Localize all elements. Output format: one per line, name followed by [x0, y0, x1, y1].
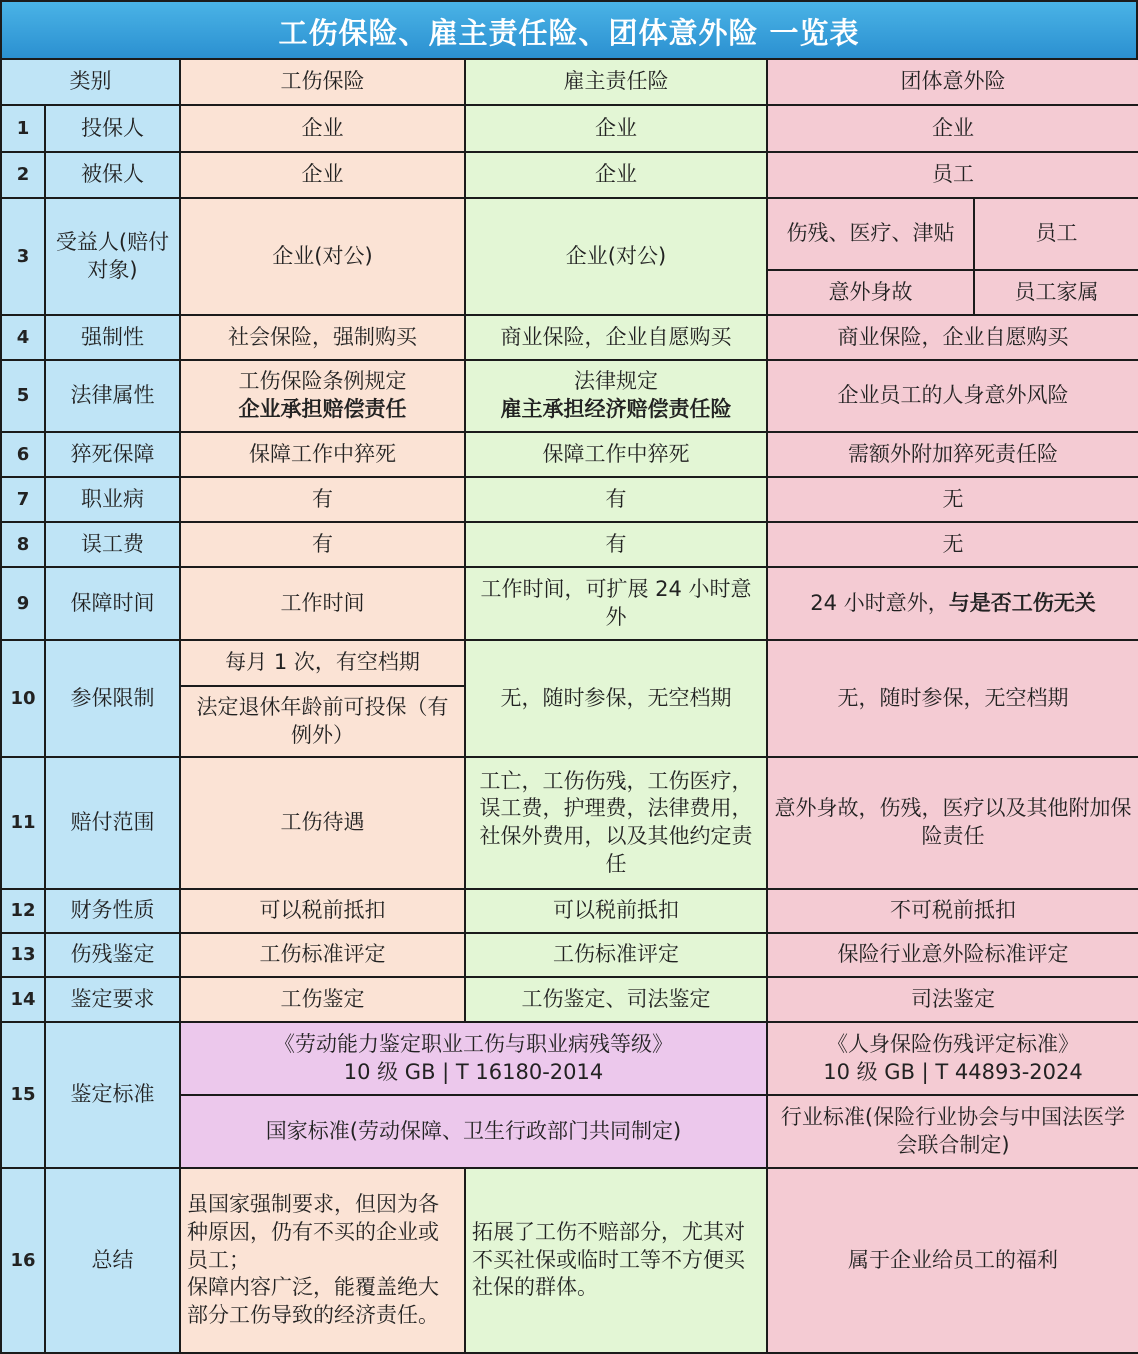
- table-row: [1, 522, 1138, 567]
- cell-employer-liability: 商业保险，企业自愿购买: [465, 315, 767, 360]
- cell-line: 10 级 GB | T 44893-2024: [823, 1059, 1083, 1084]
- row-label: 财务性质: [45, 889, 180, 933]
- table-row: [1, 757, 1138, 889]
- cell-group-accident: 企业员工的人身意外风险: [767, 360, 1138, 432]
- cell-work-injury: 工作时间: [180, 567, 465, 640]
- row-number: 4: [1, 315, 45, 360]
- table-row: [1, 198, 1138, 270]
- cell-group-accident: 无: [767, 522, 1138, 567]
- cell-employer-liability: 有: [465, 477, 767, 522]
- cell-line: 虽国家强制要求，但因为各种原因，仍有不买的企业或员工；: [187, 1192, 439, 1272]
- cell-employer-liability: 工亡，工伤伤残，工伤医疗，误工费，护理费，法律费用，社保外费用，以及其他约定责任: [465, 757, 767, 889]
- row-label: 保障时间: [45, 567, 180, 640]
- cell-employer-liability: 有: [465, 522, 767, 567]
- row-label: 强制性: [45, 315, 180, 360]
- cell-work-injury: [180, 1168, 465, 1353]
- row-number: 2: [1, 152, 45, 198]
- cell-work-injury: 企业: [180, 105, 465, 152]
- cell-line: 10 级 GB | T 16180-2014: [343, 1059, 604, 1084]
- cell-group-accident: 司法鉴定: [767, 977, 1138, 1022]
- table-title: 工伤保险、雇主责任险、团体意外险 一览表: [0, 0, 1138, 62]
- cell-employer-liability: 拓展了工伤不赔部分，尤其对不买社保或临时工等不方便买社保的群体。: [465, 1168, 767, 1353]
- cell-line: 法律规定: [574, 369, 658, 394]
- header-row: [1, 59, 1138, 105]
- cell-work-injury: 工伤待遇: [180, 757, 465, 889]
- table-row: [1, 432, 1138, 477]
- row-number: 1: [1, 105, 45, 152]
- row-label: 总结: [45, 1168, 180, 1353]
- cell-employer-liability: 无，随时参保，无空档期: [465, 640, 767, 757]
- row-label: 被保人: [45, 152, 180, 198]
- cell-employer-liability: 企业: [465, 105, 767, 152]
- cell-work-injury: 可以税前抵扣: [180, 889, 465, 933]
- cell-work-injury: 企业: [180, 152, 465, 198]
- row-label: 投保人: [45, 105, 180, 152]
- table-row: [1, 567, 1138, 640]
- row-number: 12: [1, 889, 45, 933]
- cell-group-accident: 意外身故，伤残，医疗以及其他附加保险责任: [767, 757, 1138, 889]
- cell-benefit-type: 意外身故: [767, 270, 974, 315]
- cell-line-bold: 雇主承担经济赔偿责任险: [500, 397, 732, 421]
- comparison-table: [0, 58, 1138, 1354]
- cell-work-injury: 工伤标准评定: [180, 933, 465, 977]
- row-number: 14: [1, 977, 45, 1022]
- row-label: 职业病: [45, 477, 180, 522]
- cell-employer-liability: 可以税前抵扣: [465, 889, 767, 933]
- cell-employer-liability: [465, 360, 767, 432]
- row-number: 9: [1, 567, 45, 640]
- row-number: 8: [1, 522, 45, 567]
- row-label: 鉴定标准: [45, 1022, 180, 1168]
- table-row: [1, 315, 1138, 360]
- row-label: 猝死保障: [45, 432, 180, 477]
- cell-group-accident: [767, 567, 1138, 640]
- row-number: 16: [1, 1168, 45, 1353]
- row-number: 11: [1, 757, 45, 889]
- table-row: [1, 360, 1138, 432]
- table-row: [1, 1022, 1138, 1095]
- header-work-injury: 工伤保险: [180, 59, 465, 105]
- cell-employer-liability: 保障工作中猝死: [465, 432, 767, 477]
- cell-work-injury: 每月 1 次，有空档期: [180, 640, 465, 686]
- row-number: 3: [1, 198, 45, 315]
- table-row: [1, 889, 1138, 933]
- cell-work-injury: 社会保险，强制购买: [180, 315, 465, 360]
- cell-national-standard: 国家标准(劳动保障、卫生行政部门共同制定): [180, 1095, 767, 1168]
- header-group-accident: 团体意外险: [767, 59, 1138, 105]
- row-label: 伤残鉴定: [45, 933, 180, 977]
- cell-benefit-type: 伤残、医疗、津贴: [767, 198, 974, 270]
- cell-employer-liability: 工伤标准评定: [465, 933, 767, 977]
- row-label: 赔付范围: [45, 757, 180, 889]
- cell-group-accident: 商业保险，企业自愿购买: [767, 315, 1138, 360]
- row-label: 参保限制: [45, 640, 180, 757]
- table-row: [1, 152, 1138, 198]
- cell-group-accident: 无，随时参保，无空档期: [767, 640, 1138, 757]
- cell-work-injury: 有: [180, 477, 465, 522]
- cell-group-accident: 需额外附加猝死责任险: [767, 432, 1138, 477]
- cell-line: 工伤保险条例规定: [238, 369, 407, 394]
- cell-employer-liability: 企业: [465, 152, 767, 198]
- row-label: 受益人(赔付对象): [45, 198, 180, 315]
- cell-work-injury: 法定退休年龄前可投保（有例外）: [180, 686, 465, 757]
- cell-beneficiary: 员工家属: [974, 270, 1138, 315]
- table-row: [1, 477, 1138, 522]
- row-number: 5: [1, 360, 45, 432]
- cell-employer-liability: 工伤鉴定、司法鉴定: [465, 977, 767, 1022]
- table-row: [1, 933, 1138, 977]
- cell-line-bold: 企业承担赔偿责任: [238, 397, 407, 421]
- cell-industry-standard-title: [767, 1022, 1138, 1095]
- cell-employer-liability: 工作时间，可扩展 24 小时意外: [465, 567, 767, 640]
- cell-group-accident: 员工: [767, 152, 1138, 198]
- cell-group-accident: 无: [767, 477, 1138, 522]
- table-row: [1, 1168, 1138, 1353]
- cell-line: 《劳动能力鉴定职业工伤与职业病残等级》: [274, 1031, 673, 1056]
- cell-work-injury: 工伤鉴定: [180, 977, 465, 1022]
- cell-group-accident: 不可税前抵扣: [767, 889, 1138, 933]
- header-category: 类别: [1, 59, 180, 105]
- cell-group-accident: 属于企业给员工的福利: [767, 1168, 1138, 1353]
- row-label: 法律属性: [45, 360, 180, 432]
- table-row: [1, 105, 1138, 152]
- cell-group-accident: 保险行业意外险标准评定: [767, 933, 1138, 977]
- header-employer-liability: 雇主责任险: [465, 59, 767, 105]
- cell-work-injury: 企业(对公): [180, 198, 465, 315]
- cell-text-bold: 与是否工伤无关: [948, 590, 1096, 615]
- table-row: [1, 977, 1138, 1022]
- row-number: 6: [1, 432, 45, 477]
- cell-line: 《人身保险伤残评定标准》: [827, 1031, 1079, 1056]
- table-row: [1, 640, 1138, 686]
- cell-industry-standard: 行业标准(保险行业协会与中国法医学会联合制定): [767, 1095, 1138, 1168]
- cell-work-injury: 保障工作中猝死: [180, 432, 465, 477]
- cell-employer-liability: 企业(对公): [465, 198, 767, 315]
- row-number: 7: [1, 477, 45, 522]
- row-label: 鉴定要求: [45, 977, 180, 1022]
- row-number: 10: [1, 640, 45, 757]
- cell-beneficiary: 员工: [974, 198, 1138, 270]
- cell-work-injury: [180, 360, 465, 432]
- row-label: 误工费: [45, 522, 180, 567]
- cell-line: 保障内容广泛，能覆盖绝大部分工伤导致的经济责任。: [187, 1275, 439, 1328]
- cell-national-standard-title: [180, 1022, 767, 1095]
- cell-group-accident: 企业: [767, 105, 1138, 152]
- cell-work-injury: 有: [180, 522, 465, 567]
- row-number: 13: [1, 933, 45, 977]
- cell-text: 24 小时意外，: [810, 590, 949, 615]
- row-number: 15: [1, 1022, 45, 1168]
